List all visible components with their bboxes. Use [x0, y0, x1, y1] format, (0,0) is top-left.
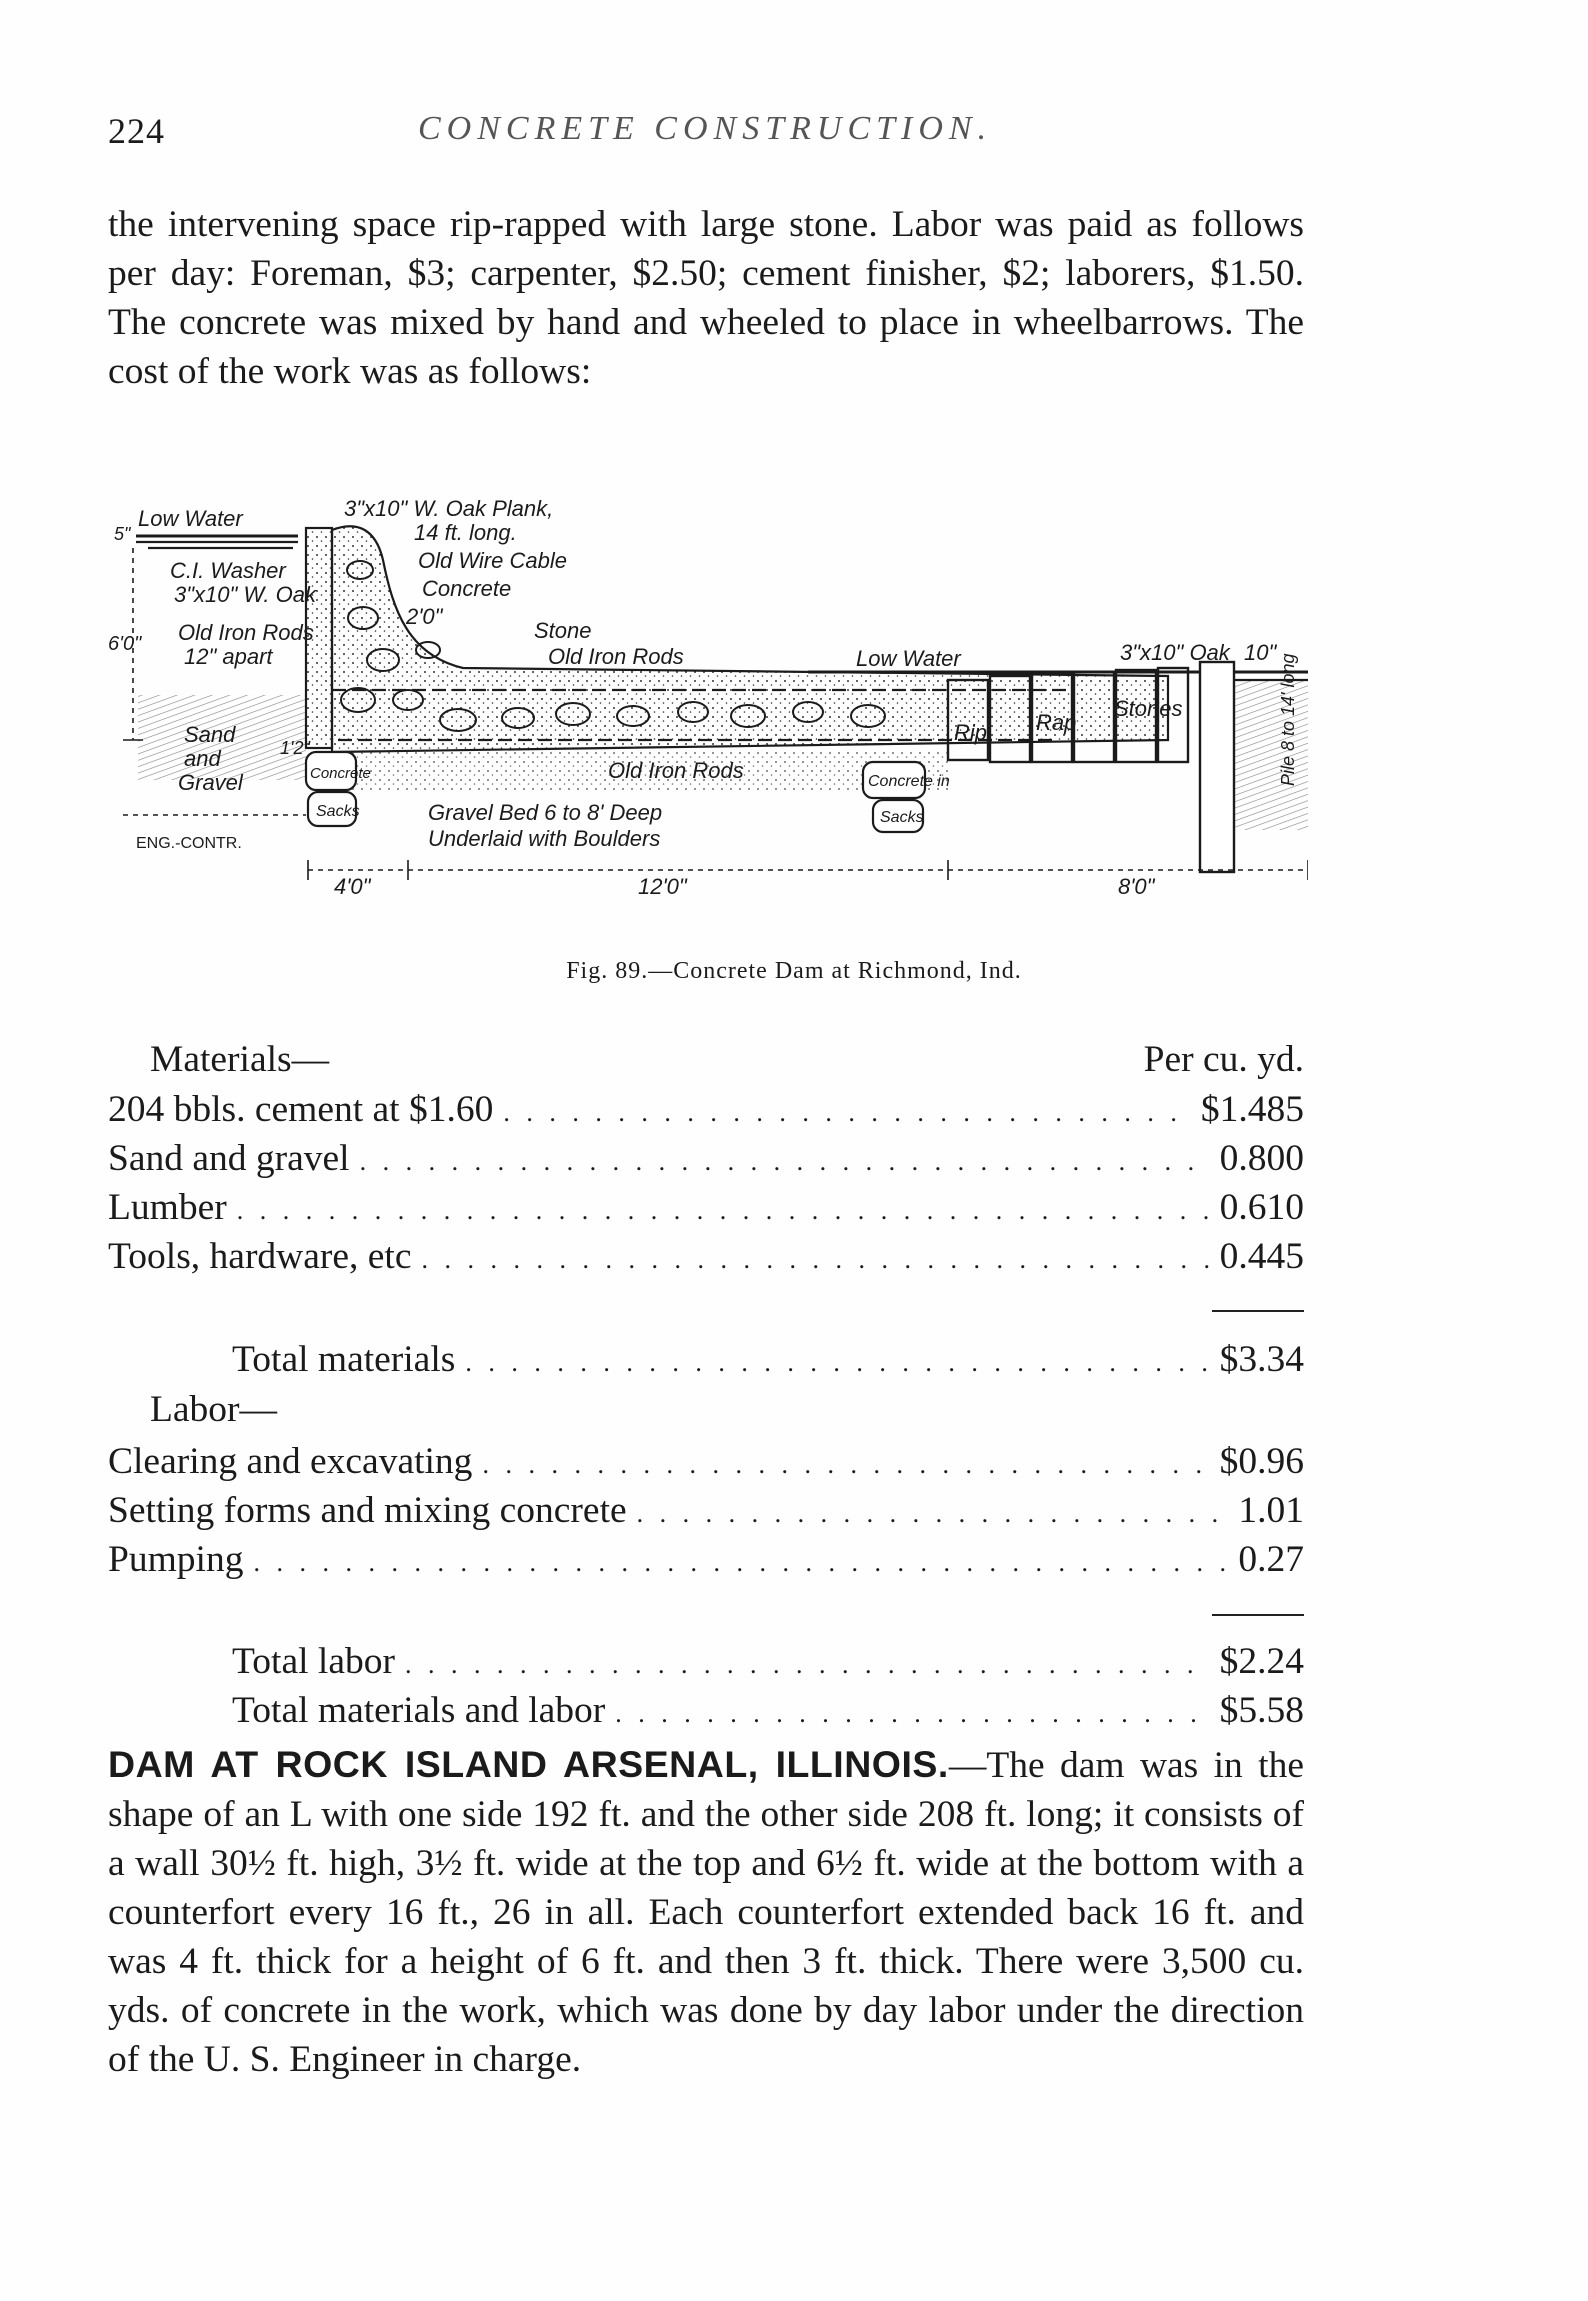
cost-row-total-materials [232, 1335, 1304, 1385]
label-washer: C.I. Washer [170, 558, 286, 583]
cost-label: Pumping [108, 1539, 244, 1580]
section-run-in-title: DAM AT ROCK ISLAND ARSENAL, ILLINOIS. [108, 1743, 949, 1785]
cost-value: 0.610 [1219, 1187, 1304, 1228]
cost-row-cement [108, 1085, 1304, 1135]
cost-value: $3.34 [1219, 1339, 1304, 1380]
leader-dots [237, 1186, 1210, 1236]
leader-dots [360, 1137, 1210, 1187]
label-sacks-left: Sacks [316, 803, 360, 820]
label-concrete: Concrete [422, 576, 512, 601]
label-old-iron-rods-low: Old Iron Rods [608, 758, 744, 783]
label-concrete-in: Concrete in [868, 773, 950, 790]
cost-label: Clearing and excavating [108, 1441, 473, 1482]
page-header [108, 110, 1304, 160]
label-pile: Pile 8 to 14' long [1278, 653, 1298, 786]
page-number: 224 [108, 111, 165, 151]
label-stone: Stone [534, 618, 592, 643]
label-rip: Rip [954, 720, 988, 745]
cost-row-clearing [108, 1437, 1304, 1487]
label-oak-right: 3"x10" Oak [1120, 640, 1230, 665]
cost-row-total-all [232, 1686, 1304, 1736]
cost-label: Setting forms and mixing concrete [108, 1490, 627, 1531]
subtotal-rule [1212, 1310, 1304, 1312]
label-gravel: Gravel [178, 770, 243, 795]
label-rods-apart: 12" apart [184, 644, 273, 669]
label-low-water-right: Low Water [856, 646, 961, 671]
label-one-two: 1'2" [280, 738, 310, 758]
running-title: CONCRETE CONSTRUCTION. [418, 110, 993, 147]
cost-row-pumping [108, 1535, 1304, 1585]
label-concrete-sacks-left: Concrete [310, 765, 371, 782]
label-plank: 3"x10" W. Oak Plank, [344, 496, 554, 521]
cost-label: Total labor [232, 1641, 395, 1682]
cost-label: 204 bbls. cement at $1.60 [108, 1089, 494, 1130]
cost-value: 0.445 [1219, 1236, 1304, 1277]
label-and: and [184, 746, 221, 771]
label-underlaid: Underlaid with Boulders [428, 826, 661, 851]
label-dim-80: 8'0" [1118, 874, 1155, 899]
label-oak-left: 3"x10" W. Oak [174, 582, 316, 607]
leader-dots [465, 1338, 1209, 1388]
unit-heading: Per cu. yd. [1143, 1039, 1304, 1080]
label-old-iron-rods-mid: Old Iron Rods [548, 644, 684, 669]
leader-dots [253, 1538, 1228, 1588]
cost-row-sand [108, 1134, 1304, 1184]
cost-value: 0.27 [1238, 1539, 1304, 1580]
label-eng-contr: ENG.-CONTR. [136, 835, 242, 852]
cost-value: $1.485 [1200, 1089, 1304, 1130]
cost-label: Total materials and labor [232, 1690, 606, 1731]
leader-dots [615, 1689, 1209, 1739]
intro-paragraph: the intervening space rip-rapped with large stone. Labor was paid as follows per day: Foreman, $3; carpenter, $2.50; cement finisher, $2; laborers, $1.50. The concrete was mixed by hand and wheeled to place in wheelbarrows. The cost of the work was as follows: [108, 204, 1304, 392]
cost-value: 0.800 [1219, 1138, 1304, 1179]
cost-row-lumber [108, 1183, 1304, 1233]
subtotal-rule [1212, 1614, 1304, 1616]
cost-label: Total materials [232, 1339, 456, 1380]
label-dim-120: 12'0" [638, 874, 687, 899]
dam-drawing [108, 490, 1308, 930]
label-low-water-left: Low Water [138, 506, 243, 531]
section-body: —The dam was in the shape of an L with one side 192 ft. and the other side 208 ft. long; it consists of a wall 30½ ft. high, 3½ ft. wide at the top and 6½ ft. wide at the bottom with a counterfort every 16 ft., 26 in all. Each counterfort extended back 16 ft. and was 4 ft. thick for a height of 6 ft. and then 3 ft. thick. There were 3,500 cu. yds. of concrete in the work, which was done by day labor under the direction of the U. S. Engineer in charge. [108, 1745, 1304, 2080]
label-sacks-right: Sacks [880, 809, 924, 826]
figure-caption: Fig. 89.—Concrete Dam at Richmond, Ind. [566, 958, 1022, 984]
label-rap: Rap [1036, 710, 1077, 735]
label-sixty: 6'0" [108, 633, 142, 655]
label-plank-length: 14 ft. long. [414, 520, 517, 545]
materials-heading: Materials— [150, 1039, 330, 1080]
label-slope: 2'0" [406, 604, 443, 629]
cost-row-total-labor [232, 1637, 1304, 1687]
leader-dots [637, 1489, 1229, 1539]
cost-label: Tools, hardware, etc [108, 1236, 412, 1277]
cost-value: $5.58 [1219, 1690, 1304, 1731]
leader-dots [482, 1440, 1209, 1490]
label-ten: 10" [1244, 640, 1277, 665]
leader-dots [422, 1235, 1210, 1285]
label-sand: Sand [184, 722, 236, 747]
cost-value: 1.01 [1238, 1490, 1304, 1531]
label-old-wire-cable: Old Wire Cable [418, 548, 567, 573]
label-five: 5" [114, 524, 131, 544]
label-gravel-bed: Gravel Bed 6 to 8' Deep [428, 800, 663, 825]
dam-cross-section-figure [108, 490, 1308, 930]
cost-row-tools [108, 1232, 1304, 1282]
label-stones: Stones [1114, 696, 1183, 721]
leader-dots [503, 1088, 1191, 1138]
cost-label: Lumber [108, 1187, 227, 1228]
leader-dots [405, 1640, 1210, 1690]
rock-island-paragraph [108, 1740, 1304, 2084]
cost-row-forms [108, 1486, 1304, 1536]
label-rods-left: Old Iron Rods [178, 620, 314, 645]
cost-label: Sand and gravel [108, 1138, 350, 1179]
labor-heading: Labor— [150, 1389, 278, 1430]
label-dim-40: 4'0" [334, 874, 371, 899]
cost-value: $2.24 [1219, 1641, 1304, 1682]
cost-value: $0.96 [1219, 1441, 1304, 1482]
